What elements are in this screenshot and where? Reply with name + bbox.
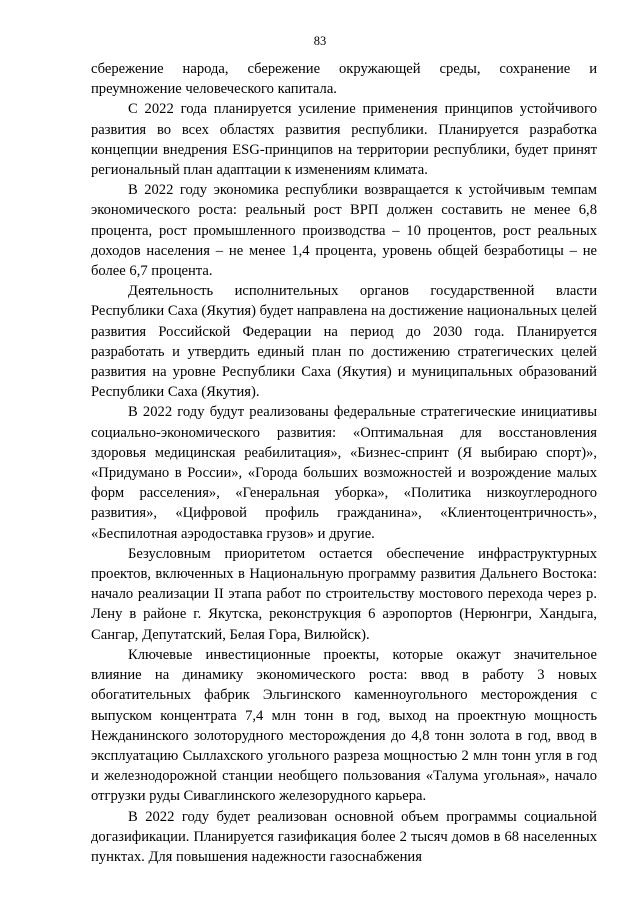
page-number: 83 (313, 34, 327, 48)
paragraph-investment-projects: Ключевые инвестиционные проекты, которые окажут значительное влияние на динамику экономического роста: ввод в работу 3 новых обогатительных фабрик Эльгинского каменноугольного месторождения с выпуском концентрата 7,4 млн тонн в год, выход на проектную мощность Нежданинского золоторудного месторождения до 4,8 тонн золота в год, ввод в эксплуатацию Сыллахского угольного разреза мощностью 2 млн тонн угля в год и железнодорожной станции необщего пользования «Талума угольная», начало отгрузки руды Сиваглинского железорудного карьера. (91, 646, 597, 805)
paragraph-continuation: сбережение народа, сбережение окружающей среды, сохранение и преумножение человеческого капитала. (91, 61, 597, 98)
paragraph-infrastructure-projects: Безусловным приоритетом остается обеспечение инфраструктурных проектов, включенных в Национальную программу развития Дальнего Востока: начало реализации II этапа работ по строительству мостового перехода через р. Лену в районе г. Якутска, реконструкция 6 аэропортов (Нерюнгри, Хандыга, Сангар, Депутатский, Белая Гора, Вилюйск). (91, 545, 597, 643)
paragraph-gasification: В 2022 году будет реализован основной объем программы социальной догазификации. Планируется газификация более 2 тысяч домов в 68 населенных пунктах. Для повышения надежности газоснабжения (91, 808, 597, 865)
document-body (91, 59, 597, 867)
paragraph-sustainable-development: С 2022 года планируется усиление применения принципов устойчивого развития во всех областях развития республики. Планируется разработка концепции внедрения ESG-принципов на территории республики, будет принят региональный план адаптации к изменениям климата. (91, 101, 597, 179)
paragraph-strategic-initiatives: В 2022 году будут реализованы федеральные стратегические инициативы социально-экономического развития: «Оптимальная для восстановления здоровья медицинская реабилитация», «Бизнес-спринт (Я выбираю спорт)», «Придумано в России», «Города больших возможностей и возрождение малых форм расселения», «Генеральная уборка», «Политика низкоуглеродного развития», «Цифровой профиль гражданина», «Клиентоцентричность», «Беспилотная аэродоставка грузов» и другие. (91, 404, 597, 542)
paragraph-national-goals: Деятельность исполнительных органов государственной власти Республики Саха (Якутия) будет направлена на достижение национальных целей развития Российской Федерации на период до 2030 года. Планируется разработать и утвердить единый план по достижению стратегических целей развития на уровне Республики Саха (Якутия) и муниципальных образований Республики Саха (Якутия). (91, 283, 597, 401)
paragraph-economic-growth: В 2022 году экономика республики возвращается к устойчивым темпам экономического роста: реальный рост ВРП должен составить не менее 6,8 процента, рост промышленного производства – 10 процентов, рост реальных доходов населения – не менее 1,4 процента, уровень общей безработицы – не более 6,7 процента. (91, 182, 597, 280)
